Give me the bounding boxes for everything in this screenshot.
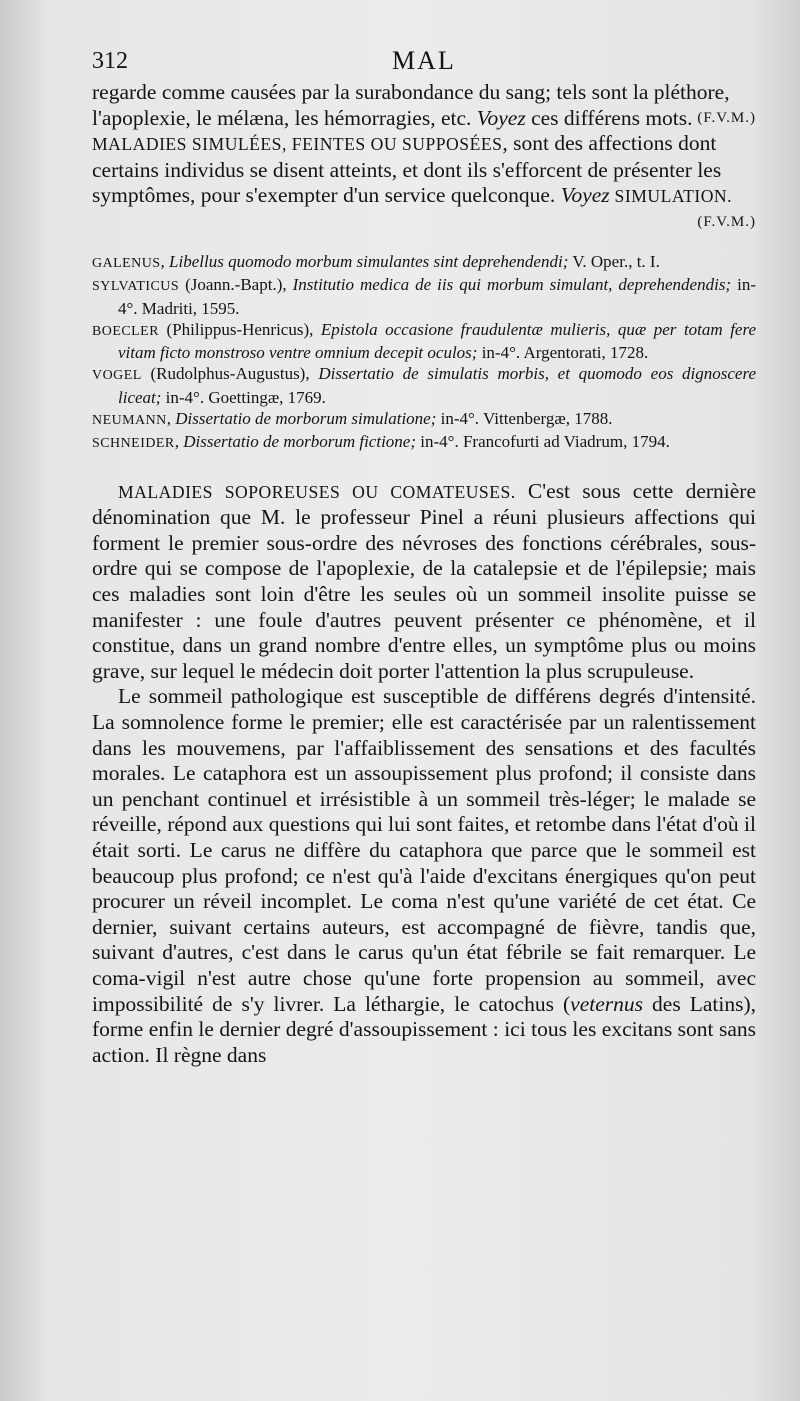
bib-title: Dissertatio de simulatis morbis, et quomodo eos dignoscere liceat; xyxy=(118,364,756,407)
paragraph-maladies-soporeuses xyxy=(92,479,756,685)
bibliography-entry: BOECLER (Philippus-Henricus), Epistola occasione fraudulentæ mulieris, quæ per totam fere vitam ficto monstroso ventre omnium decepit oculos; in-4°. Argentorati, 1728. xyxy=(92,319,756,363)
paragraph-text: C'est sous cette dernière dénomination que M. le professeur Pinel a réuni plusieurs affections qui forment le premier sous-ordre des névroses des fonctions cérébrales, sous-ordre qui se compose de l'apoplexie, de la catalepsie et de l'épilepsie; mais ces maladies sont loin d'être les seules où un sommeil insolite puisse se manifester : une foule d'autres peuvent présenter ce phénomène, et il constitue, dans un grand nombre d'entre elles, un symptôme plus ou moins grave, sur lequel le médecin doit porter l'attention la plus scrupuleuse. xyxy=(92,478,756,683)
paragraph-plethora-end xyxy=(92,80,756,131)
bib-author: SCHNEIDER xyxy=(92,436,175,452)
paragraph-text: regarde comme causées par la surabondance du sang; tels sont la pléthore, l'apoplexie, le mélæna, les hémorragies, etc. xyxy=(92,80,730,130)
bib-author: SYLVATICUS xyxy=(92,279,180,295)
body-text xyxy=(92,80,756,1068)
paragraph-text: , sont des affections dont certains individus se disent atteints, et dont ils s'efforcent de présenter les symptômes, pour s'exempter d'un service quelconque. xyxy=(92,131,722,208)
bibliography-list xyxy=(92,251,756,455)
bib-details: in-4°. Vittenbergæ, 1788. xyxy=(436,409,613,429)
bib-title: Dissertatio de morborum simulatione; xyxy=(175,409,437,429)
bib-title: Institutio medica de iis qui morbum simulant, deprehendendis; xyxy=(292,275,732,295)
voyez-label: Voyez xyxy=(560,183,610,208)
page-header xyxy=(92,46,760,76)
cross-reference: ces différens mots. xyxy=(525,105,693,130)
entry-term: MALADIES SOPOREUSES OU COMATEUSES. xyxy=(118,481,516,502)
paragraph-text-end: des Latins), forme enfin le dernier degré d'assoupissement : ici tous les excitans sont sans action. Il règne dans xyxy=(92,991,756,1067)
cross-reference: SIMULATION. xyxy=(609,186,733,207)
latin-term: veternus xyxy=(570,991,643,1016)
paragraph-text: Le sommeil pathologique est susceptible de différens degrés d'intensité. La somnolence forme le premier; elle est caractérisée par un ralentissement dans les mouvemens, par l'affaiblissement des sensations et des facultés morales. Le cataphora est un assoupissement plus profond; il consiste dans un penchant continuel et irrésistible à un sommeil très-léger; le malade se réveille, répond aux questions qui lui sont faites, et retombe dans l'état d'où il était sorti. Le carus ne diffère du cataphora que parce que le sommeil est beaucoup plus profond; ce n'est qu'à l'aide d'excitans énergiques qu'on peut procurer un réveil incomplet. Le coma n'est qu'une variété de cet état. Ce dernier, suivant certains auteurs, est accompagné de fièvre, tandis que, suivant d'autres, c'est dans le carus qu'un état fébrile se fait remarquer. Le coma-vigil n'est autre chose qu'une forte propension au sommeil, avec impossibilité de s'y livrer. La léthargie, le catochus ( xyxy=(92,684,756,1016)
page-number: 312 xyxy=(92,48,128,74)
bibliography-entry: SYLVATICUS (Joann.-Bapt.), Institutio medica de iis qui morbum simulant, deprehendendis; in-4°. Madriti, 1595. xyxy=(92,275,756,318)
bib-details: in-4°. Argentorati, 1728. xyxy=(477,343,649,363)
bib-author: VOGEL xyxy=(92,368,142,384)
bibliography-entry: GALENUS, Libellus quomodo morbum simulantes sint deprehendendi; V. Oper., t. I. xyxy=(92,251,660,271)
author-signature: (F.V.M.) xyxy=(697,213,756,230)
author-signature: (F.V.M.) xyxy=(697,109,756,126)
voyez-label: Voyez xyxy=(476,105,526,130)
bib-author: BOECLER xyxy=(92,323,159,339)
bib-title: Libellus quomodo morbum simulantes sint deprehendendi; xyxy=(169,251,569,271)
bib-details: in-4°. Francofurti ad Viadrum, 1794. xyxy=(416,432,670,452)
bibliography-entry: VOGEL (Rudolphus-Augustus), Dissertatio de simulatis morbis, et quomodo eos dignoscere liceat; in-4°. Goettingæ, 1769. xyxy=(92,364,756,407)
bibliography-entry: NEUMANN, Dissertatio de morborum simulatione; in-4°. Vittenbergæ, 1788. xyxy=(92,409,613,429)
bib-details: in-4°. Goettingæ, 1769. xyxy=(161,387,326,407)
bib-details: V. Oper., t. I. xyxy=(568,251,660,271)
paragraph-maladies-simulees xyxy=(92,131,756,231)
bib-title: Dissertatio de morborum fictione; xyxy=(183,432,417,452)
bib-details: in-4°. Madriti, 1595. xyxy=(118,275,756,318)
bib-author: GALENUS xyxy=(92,255,161,271)
bibliography-entry: SCHNEIDER, Dissertatio de morborum fictione; in-4°. Francofurti ad Viadrum, 1794. xyxy=(92,432,670,452)
bib-author: NEUMANN xyxy=(92,413,167,429)
entry-term: MALADIES SIMULÉES, FEINTES OU SUPPOSÉES xyxy=(92,134,503,155)
running-head: MAL xyxy=(392,46,456,75)
paragraph-sommeil-pathologique xyxy=(92,684,756,1068)
bib-title: Epistola occasione fraudulentæ mulieris, quæ per totam fere vitam ficto monstroso ventre omnium decepit oculos; xyxy=(118,319,756,363)
